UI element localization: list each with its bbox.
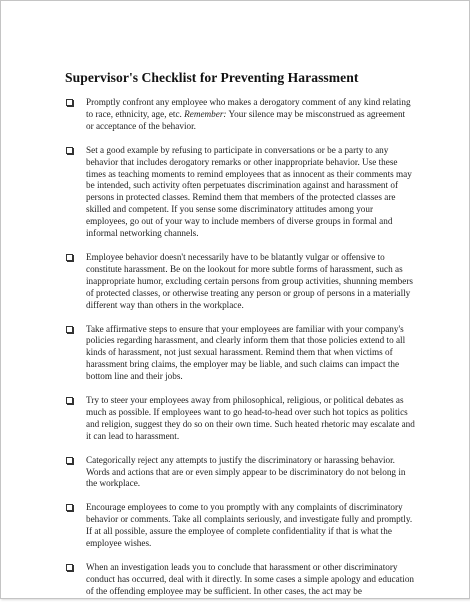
checkbox-icon: [66, 457, 73, 464]
page-title: Supervisor's Checklist for Preventing Harassment: [65, 70, 359, 85]
checklist-item: [65, 562, 415, 598]
item-text-after: Your silence may be misconstrued as agreement or acceptance of the behavior.: [86, 108, 406, 131]
checkbox-icon: [66, 564, 73, 571]
item-text: Set a good example by refusing to participate in conversations or be a party to any behavior that includes derogatory remarks or other inappropriate behavior. Use these times as teaching moments to remind employees that as innocent as their comments may be intended, such activity often perpetuates discrimination against and harassment of persons in protected classes. Remind them that members of the protected classes are skilled and competent. If you sense some discriminatory attitudes among your employees, go out of your way to include members of diverse groups in formal and informal networking channels.: [86, 144, 412, 239]
item-text: Try to steer your employees away from philosophical, religious, or political debates as much as possible. If employees want to go head-to-head over such hot topics as politics and religion, suggest they do so on their own time. Such heated rhetoric may escalate and it can lead to harassment.: [86, 395, 415, 441]
checkbox-icon: [66, 504, 73, 511]
checkbox-icon: [66, 326, 73, 333]
checkbox-icon: [66, 99, 73, 106]
checkbox-icon: [66, 397, 73, 404]
checkbox-icon: [66, 147, 73, 154]
checklist-item: [65, 97, 415, 133]
checklist-item: [65, 455, 415, 491]
checklist-item: [65, 252, 415, 312]
checklist-item: [65, 395, 415, 443]
item-text: Promptly confront any employee who makes a derogatory comment of any kind relating to race, ethnicity, age, etc.: [86, 97, 411, 119]
item-text: Employee behavior doesn't necessarily have to be blatantly vulgar or offensive to constitute harassment. Be on the lookout for more subtle forms of harassment, such as inappropriate humor, excluding certain persons from group activities, shunning members of protected classes, or otherwise treating any person or group of persons in a materially different way than others in the workplace.: [86, 251, 413, 310]
item-text: Encourage employees to come to you promptly with any complaints of discriminatory behavior or comments. Take all complaints seriously, and investigate fully and promptly. If at all possible, assure the employee of complete confidentiality if that is what the employee wishes.: [86, 502, 413, 549]
item-emphasis: Remember:: [184, 108, 227, 119]
checkbox-icon: [66, 254, 73, 261]
item-text: Categorically reject any attempts to justify the discriminatory or harassing behavior. Words and actions that are or even simply appear to be discriminatory do not belong in the workplace.: [86, 454, 406, 489]
item-text: When an investigation leads you to conclude that harassment or other discriminatory conduct has occurred, deal with it directly. In some cases a simple apology and education of the offending employee may be sufficient. In other cases, the act may be: [86, 562, 415, 596]
checklist-item: [65, 502, 415, 550]
item-text: Take affirmative steps to ensure that your employees are familiar with your company's policies regarding harassment, and clearly inform them that those policies extend to all kinds of harassment, not just sexual harassment. Remind them that when victims of harassment bring claims, the employer may be liable, and such claims can impact the bottom line and their jobs.: [86, 323, 406, 382]
checklist: [65, 97, 415, 610]
checklist-item: [65, 145, 415, 240]
checklist-item: [65, 324, 415, 384]
